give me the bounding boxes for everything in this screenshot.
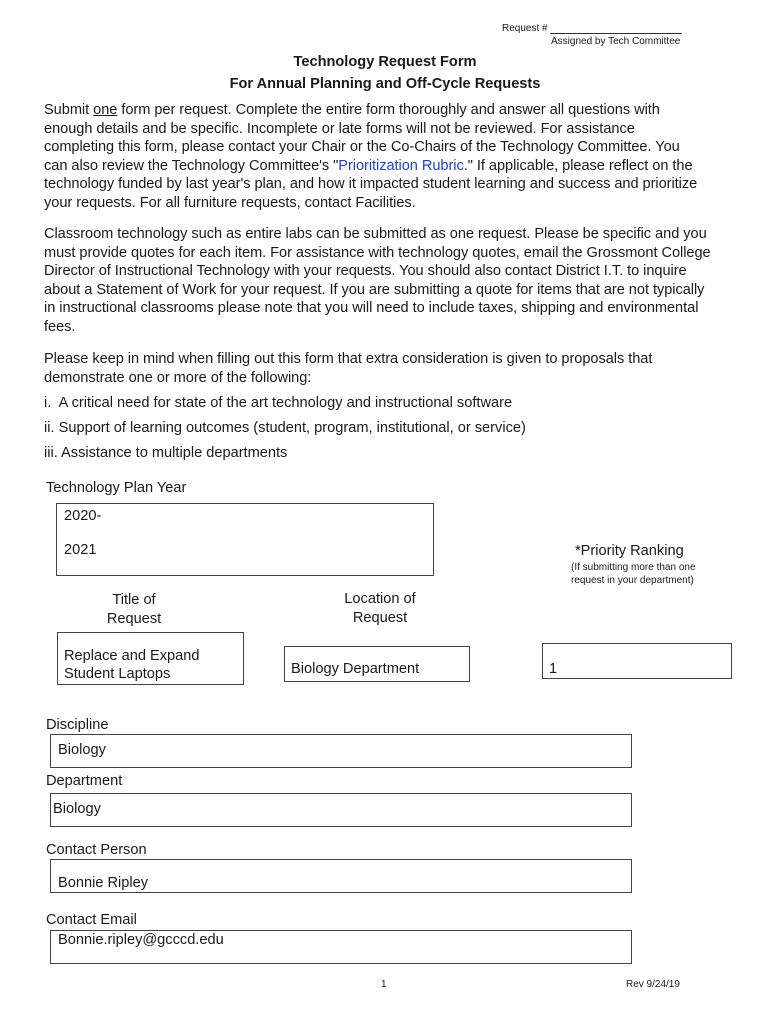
contact-person-value: Bonnie Ripley [58, 875, 149, 891]
intro-paragraph-1 [44, 101, 704, 212]
location-label-line1: Location of [344, 591, 416, 607]
criteria-item-3 [44, 445, 287, 461]
intro-paragraph-2: Classroom technology such as entire labs can be submitted as one request. Please be specific and you must provide quotes for each item. For assistance with technology quotes, email the Grossmont College Director of Instructional Technology with your requests. You should also contact District I.T. to inquire about a Statement of Work for your request. If you are submitting a quote for items that are not typically in instructional classrooms please note that you will need to include taxes, shipping and environmental fees. [44, 226, 711, 335]
location-of-request-field[interactable] [284, 646, 470, 682]
assigned-by-note: Assigned by Tech Committee [551, 36, 681, 47]
discipline-value: Biology [58, 742, 106, 758]
request-number-row [502, 22, 682, 34]
department-label: Department [46, 773, 123, 789]
criteria-text: Support of learning outcomes (student, program, institutional, or service) [58, 420, 526, 436]
revision-date: Rev 9/24/19 [626, 979, 680, 990]
request-number-field[interactable] [550, 22, 682, 34]
priority-note-line1: (If submitting more than one [571, 562, 696, 573]
criteria-num: ii. [44, 420, 55, 436]
priority-value: 1 [549, 661, 558, 677]
criteria-text: Assistance to multiple departments [61, 445, 288, 461]
prioritization-rubric-link[interactable]: Prioritization Rubric [338, 157, 464, 174]
intro-p1-one: one [93, 102, 118, 118]
location-of-request-label [330, 590, 430, 628]
contact-email-value: Bonnie.ripley@gcccd.edu [58, 932, 224, 948]
plan-year-value-line1: 2020- [64, 508, 102, 524]
location-value: Biology Department [291, 661, 420, 677]
title-label-line1: Title of [112, 592, 156, 608]
title-label-line2: Request [106, 611, 162, 627]
form-subtitle: For Annual Planning and Off-Cycle Requests [229, 76, 541, 92]
plan-year-label: Technology Plan Year [46, 480, 187, 496]
contact-email-field[interactable] [50, 930, 632, 964]
criteria-item-2 [44, 420, 526, 436]
plan-year-value-line2: 2021 [64, 542, 97, 558]
criteria-num: iii. [44, 445, 58, 461]
contact-email-label: Contact Email [46, 912, 137, 928]
criteria-item-1 [44, 395, 512, 411]
intro-p1-end: ." If applicable, please reflect on the technology funded by last year's plan, and how it impacted student learning and success and prioritize your requests. For all furniture requests, contact Facilities. [44, 157, 698, 211]
department-value: Biology [53, 801, 101, 817]
location-label-line2: Request [352, 610, 408, 626]
form-title: Technology Request Form [293, 54, 477, 70]
page-number: 1 [381, 979, 387, 990]
title-of-request-label [84, 591, 184, 629]
criteria-text: A critical need for state of the art technology and instructional software [58, 395, 513, 411]
intro-paragraph-3: Please keep in mind when filling out this form that extra consideration is given to proposals that demonstrate one or more of the following: [44, 351, 653, 386]
discipline-field[interactable] [50, 734, 632, 768]
department-field[interactable] [50, 793, 632, 827]
title-value [64, 647, 200, 683]
title-value-line2: Student Laptops [64, 666, 171, 682]
plan-year-field[interactable] [56, 503, 434, 576]
contact-person-field[interactable] [50, 859, 632, 893]
contact-person-label: Contact Person [46, 842, 147, 858]
title-value-line1: Replace and Expand [64, 648, 200, 664]
intro-p1-middle: form per request. Complete the entire form thoroughly and answer all questions with enough details and be specific. Incomplete or late forms will not be reviewed. For assistance completing this form, please contact your Chair or the Co-Chairs of the Technology Committee. You can also review the Technology Committee's " [44, 102, 680, 174]
priority-ranking-field[interactable] [542, 643, 732, 679]
criteria-num: i. [44, 395, 52, 411]
priority-ranking-label: *Priority Ranking [575, 543, 684, 559]
request-number-label: Request # [502, 23, 548, 34]
intro-p1-start: Submit [44, 102, 94, 118]
title-of-request-field[interactable] [57, 632, 244, 685]
priority-note-line2: request in your department) [571, 575, 694, 586]
discipline-label: Discipline [46, 717, 109, 733]
